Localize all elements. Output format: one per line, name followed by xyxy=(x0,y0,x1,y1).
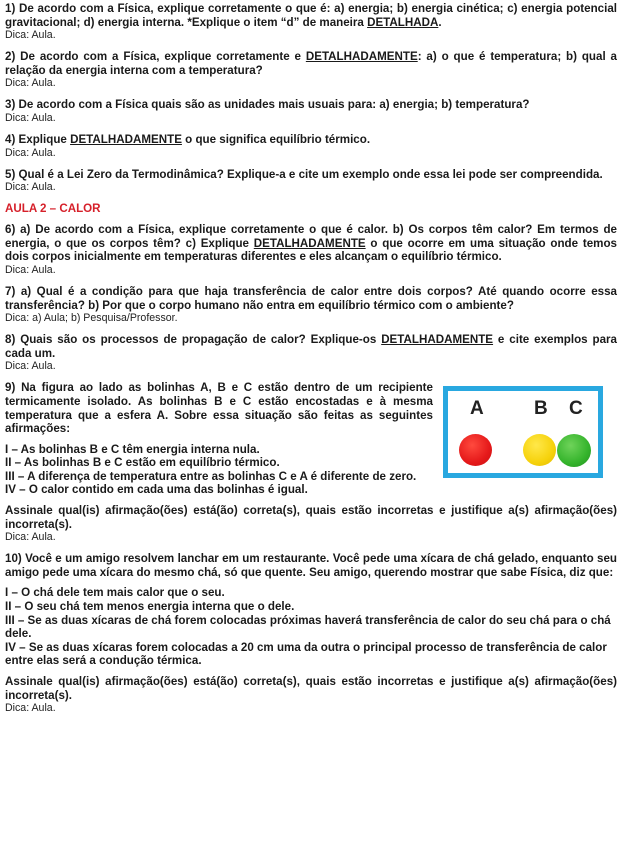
ball-b xyxy=(523,434,556,466)
question-5: 5) Qual é a Lei Zero da Termodinâmica? Explique-a e cite um exemplo onde essa lei pode ser compreendida. xyxy=(5,167,603,181)
label-c: C xyxy=(569,398,583,420)
question-10: 10) Você e um amigo resolvem lanchar em um restaurante. Você pede uma xícara de chá gelado, enquanto seu amigo pede uma xícara do mesmo chá, só que quente. Seu amigo, querendo mostrar que sabe Física, diz que: xyxy=(5,552,617,579)
hint-3: Dica: Aula. xyxy=(5,111,56,124)
label-b: B xyxy=(534,398,548,420)
question-4: 4) Explique DETALHADAMENTE o que significa equilíbrio térmico. xyxy=(5,132,371,146)
statement-9-2: II – As bolinhas B e C estão em equilíbrio térmico. xyxy=(5,456,280,470)
section-title: AULA 2 – CALOR xyxy=(5,202,101,216)
ball-a xyxy=(459,434,492,466)
statement-10-4: IV – Se as duas xícaras forem colocadas a 20 cm uma da outra o principal processo de transferência de calor entre elas será a condução térmica. xyxy=(5,640,607,668)
label-a: A xyxy=(470,398,484,420)
hint-9: Dica: Aula. xyxy=(5,531,56,544)
hint-7: Dica: a) Aula; b) Pesquisa/Professor. xyxy=(5,312,178,325)
emphasis: DETALHADAMENTE xyxy=(305,50,418,64)
balls-figure xyxy=(443,386,603,478)
question-2: 2) De acordo com a Física, explique corretamente e DETALHADAMENTE: a) o que é temperatura; b) qual a relação da energia interna com a temperatura? xyxy=(5,50,617,77)
question-9: 9) Na figura ao lado as bolinhas A, B e C estão dentro de um recipiente termicamente isolado. As bolinhas B e C estão encostadas e à mesma temperatura que a esfera A. Sobre essa situação são feitas as seguintes afirmações: xyxy=(5,381,433,436)
question-9-block xyxy=(5,381,617,543)
hint-5: Dica: Aula. xyxy=(5,181,56,194)
statement-9-4: IV – O calor contido em cada uma das bolinhas é igual. xyxy=(5,483,308,497)
hint-10: Dica: Aula. xyxy=(5,702,56,715)
instruction-9: Assinale qual(is) afirmação(ões) está(ão) correta(s), quais estão incorretas e justifique a(s) afirmação(ões) incorreta(s). xyxy=(5,504,617,531)
ball-c xyxy=(557,434,591,467)
question-8: 8) Quais são os processos de propagação de calor? Explique-os DETALHADAMENTE e cite exemplos para cada um. xyxy=(5,333,617,360)
question-7: 7) a) Qual é a condição para que haja transferência de calor entre dois corpos? Até quando ocorre essa transferência? b) Por que o corpo humano não entra em equilíbrio térmico com o ambiente? xyxy=(5,284,617,312)
hint-1: Dica: Aula. xyxy=(5,29,56,42)
statement-10-3: III – Se as duas xícaras de chá forem colocadas próximas haverá transferência de calor do seu chá para o chá dele. xyxy=(5,613,611,641)
statement-10-1: I – O chá dele tem mais calor que o seu. xyxy=(5,586,225,600)
hint-6: Dica: Aula. xyxy=(5,263,56,276)
statement-9-3: III – A diferença de temperatura entre as bolinhas C e A é diferente de zero. xyxy=(5,469,417,483)
hint-2: Dica: Aula. xyxy=(5,77,56,90)
hint-4: Dica: Aula. xyxy=(5,146,56,159)
instruction-10: Assinale qual(is) afirmação(ões) está(ão) correta(s), quais estão incorretas e justifique a(s) afirmação(ões) incorreta(s). xyxy=(5,675,617,702)
emphasis: DETALHADAMENTE xyxy=(253,236,366,250)
question-3: 3) De acordo com a Física quais são as unidades mais usuais para: a) energia; b) temperatura? xyxy=(5,98,530,112)
question-6: 6) a) De acordo com a Física, explique corretamente o que é calor. b) Os corpos têm calor? Em termos de energia, o que os corpos têm? c) Explique DETALHADAMENTE o que ocorre em uma situação onde temos dois corpos inicialmente em temperaturas diferentes e eles alcançam o equilíbrio térmico. xyxy=(5,223,617,264)
emphasis: DETALHADAMENTE xyxy=(70,132,182,146)
question-1: 1) De acordo com a Física, explique corretamente o que é: a) energia; b) energia cinética; c) energia potencial gravitacional; d) energia interna. *Explique o item “d” de maneira DETALHADA. xyxy=(5,2,617,29)
hint-8: Dica: Aula. xyxy=(5,360,56,373)
statement-10-2: II – O seu chá tem menos energia interna que o dele. xyxy=(5,600,295,614)
emphasis: DETALHADA xyxy=(367,15,439,29)
emphasis: DETALHADAMENTE xyxy=(381,333,494,347)
statement-9-1: I – As bolinhas B e C têm energia interna nula. xyxy=(5,442,260,456)
